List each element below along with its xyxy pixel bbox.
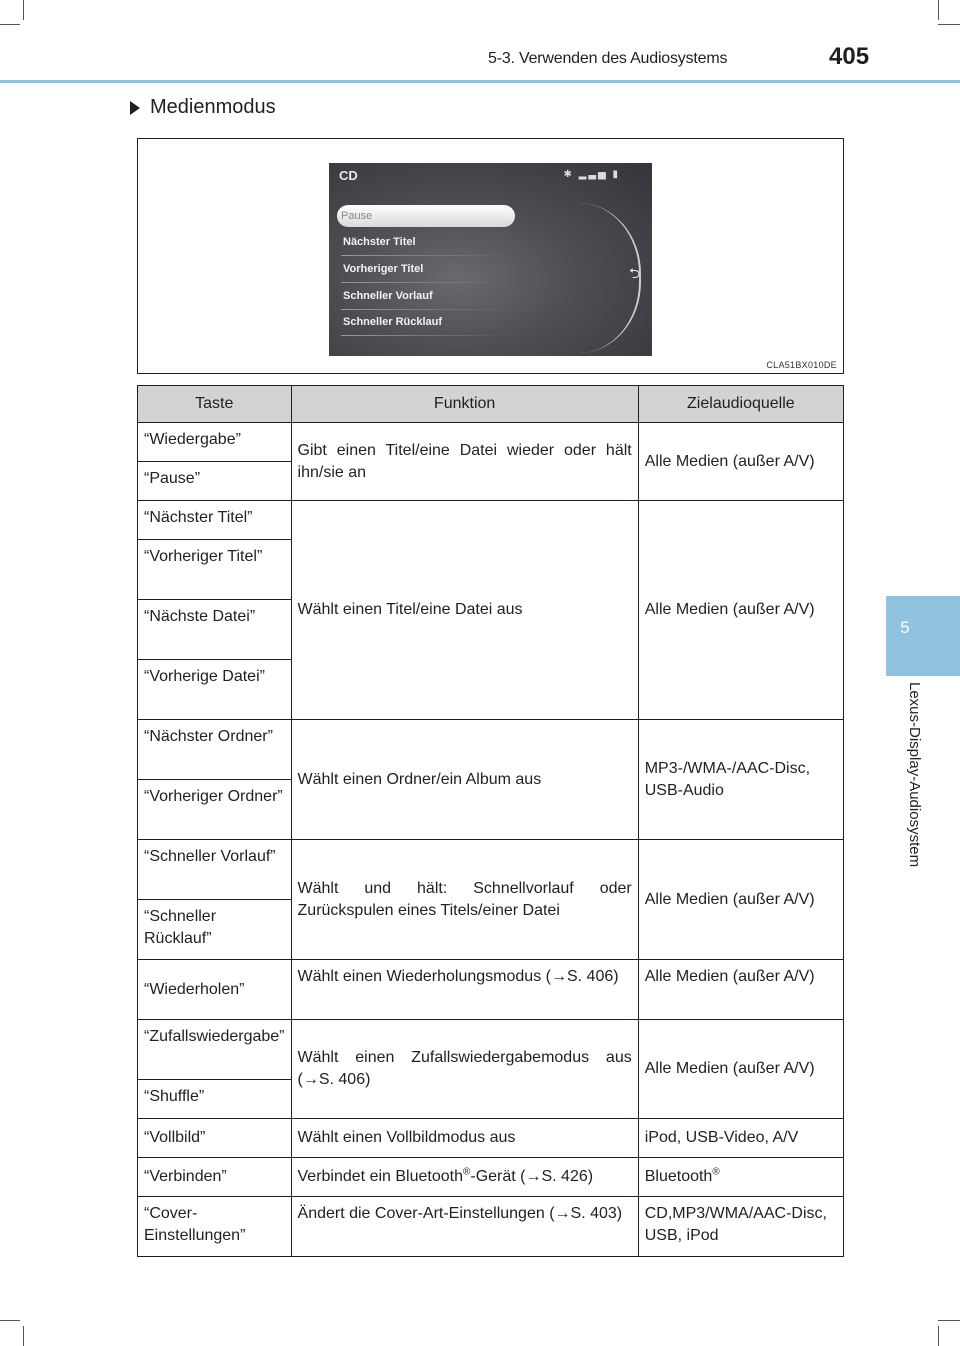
triangle-bullet-icon <box>130 101 140 115</box>
menu-item-rewind[interactable]: Schneller Rücklauf <box>343 316 443 328</box>
function-cell: Wählt einen Zufallswiedergabemodus aus (→S. 406) <box>291 1020 638 1119</box>
back-icon[interactable]: ⮌ <box>629 265 641 281</box>
column-header-source: Zielaudioquelle <box>638 386 843 423</box>
key-cell: “Vorheriger Ordner” <box>138 780 292 840</box>
table-row <box>138 423 844 462</box>
crop-mark <box>938 1326 939 1346</box>
table-row <box>138 1119 844 1158</box>
function-cell: Ändert die Cover-Art-Einstellungen (→S. 403) <box>291 1197 638 1257</box>
table-row <box>138 1020 844 1080</box>
bluetooth-icon: ✱ <box>563 169 574 180</box>
crop-mark <box>23 1326 24 1346</box>
key-cell: “Vorheriger Titel” <box>138 540 292 600</box>
chapter-title-text: Lexus-Display-Audiosystem <box>906 682 923 868</box>
header-rule <box>0 80 960 83</box>
source-cell: iPod, USB-Video, A/V <box>638 1119 843 1158</box>
key-cell: “Nächster Ordner” <box>138 720 292 780</box>
table-row <box>138 960 844 1020</box>
chapter-number: 5 <box>900 618 910 637</box>
table-row <box>138 720 844 780</box>
function-cell: Wählt einen Ordner/ein Album aus <box>291 720 638 840</box>
function-cell: Wählt einen Titel/eine Datei aus <box>291 501 638 720</box>
column-header-key: Taste <box>138 386 292 423</box>
signal-icon: ▂▃▅ <box>578 169 608 180</box>
figure-code: CLA51BX010DE <box>766 360 837 370</box>
function-cell <box>291 1158 638 1197</box>
crop-mark <box>0 1320 20 1321</box>
key-cell: “Vorherige Datei” <box>138 660 292 720</box>
menu-item-next-track[interactable]: Nächster Titel <box>343 236 416 248</box>
battery-icon: ▮ <box>612 169 620 180</box>
source-cell <box>638 1158 843 1197</box>
source-cell: Alle Medien (außer A/V) <box>638 501 843 720</box>
crop-mark <box>23 0 24 20</box>
key-cell: “Nächste Datei” <box>138 600 292 660</box>
crop-mark <box>0 24 20 25</box>
key-cell: “Vollbild” <box>138 1119 292 1158</box>
chapter-title <box>905 682 927 922</box>
table-row <box>138 1197 844 1257</box>
table-row <box>138 1158 844 1197</box>
key-cell: “Wiederholen” <box>138 960 292 1020</box>
menu-item-fast-forward[interactable]: Schneller Vorlauf <box>343 290 433 302</box>
function-cell: Wählt einen Wiederholungsmodus (→S. 406) <box>291 960 638 1020</box>
registered-mark: ® <box>462 1166 471 1178</box>
key-cell: “Pause” <box>138 462 292 501</box>
display-screen <box>329 163 652 356</box>
source-cell: Alle Medien (außer A/V) <box>638 840 843 960</box>
table-row <box>138 840 844 900</box>
column-header-function: Funktion <box>291 386 638 423</box>
crop-mark <box>938 24 960 25</box>
section-title: 5-3. Verwenden des Audiosystems <box>488 50 728 67</box>
menu-item-previous-track[interactable]: Vorheriger Titel <box>343 263 424 275</box>
status-icons <box>563 169 620 180</box>
key-cell: “Cover-Einstellungen” <box>138 1197 292 1257</box>
crop-mark <box>938 0 939 20</box>
function-text: -Gerät (→S. 426) <box>470 1168 594 1185</box>
menu-item-pause[interactable]: Pause <box>337 205 515 227</box>
key-cell: “Schneller Rücklauf” <box>138 900 292 960</box>
table-row <box>138 501 844 540</box>
source-cell: CD,MP3/WMA/AAC-Disc, USB, iPod <box>638 1197 843 1257</box>
function-table <box>137 385 844 1257</box>
menu-divider <box>341 282 511 283</box>
key-cell: “Nächster Titel” <box>138 501 292 540</box>
mode-heading-text: Medienmodus <box>150 96 276 118</box>
function-cell: Wählt einen Vollbildmodus aus <box>291 1119 638 1158</box>
key-cell: “Wiedergabe” <box>138 423 292 462</box>
source-cell: MP3-/WMA-/AAC-Disc, USB-Audio <box>638 720 843 840</box>
source-cell: Alle Medien (außer A/V) <box>638 423 843 501</box>
key-cell: “Shuffle” <box>138 1080 292 1119</box>
function-text: Verbindet ein Bluetooth <box>297 1168 463 1185</box>
function-cell: Wählt und hält: Schnellvorlauf oder Zurückspulen eines Titels/einer Datei <box>291 840 638 960</box>
key-cell: “Schneller Vorlauf” <box>138 840 292 900</box>
menu-divider <box>341 335 511 336</box>
function-cell: Gibt einen Titel/eine Datei wieder oder hält ihn/sie an <box>291 423 638 501</box>
page-number: 405 <box>829 43 870 70</box>
source-text: Bluetooth <box>644 1168 713 1185</box>
chapter-tab <box>886 596 960 676</box>
table-header-row <box>138 386 844 423</box>
menu-divider <box>341 255 511 256</box>
mode-heading <box>130 96 276 119</box>
screen-title: CD <box>339 168 358 183</box>
source-cell: Alle Medien (außer A/V) <box>638 1020 843 1119</box>
screen-figure <box>137 138 844 374</box>
menu-divider <box>341 309 511 310</box>
key-cell: “Zufallswiedergabe” <box>138 1020 292 1080</box>
crop-mark <box>938 1320 960 1321</box>
source-cell: Alle Medien (außer A/V) <box>638 960 843 1020</box>
registered-mark: ® <box>712 1166 720 1178</box>
key-cell: “Verbinden” <box>138 1158 292 1197</box>
